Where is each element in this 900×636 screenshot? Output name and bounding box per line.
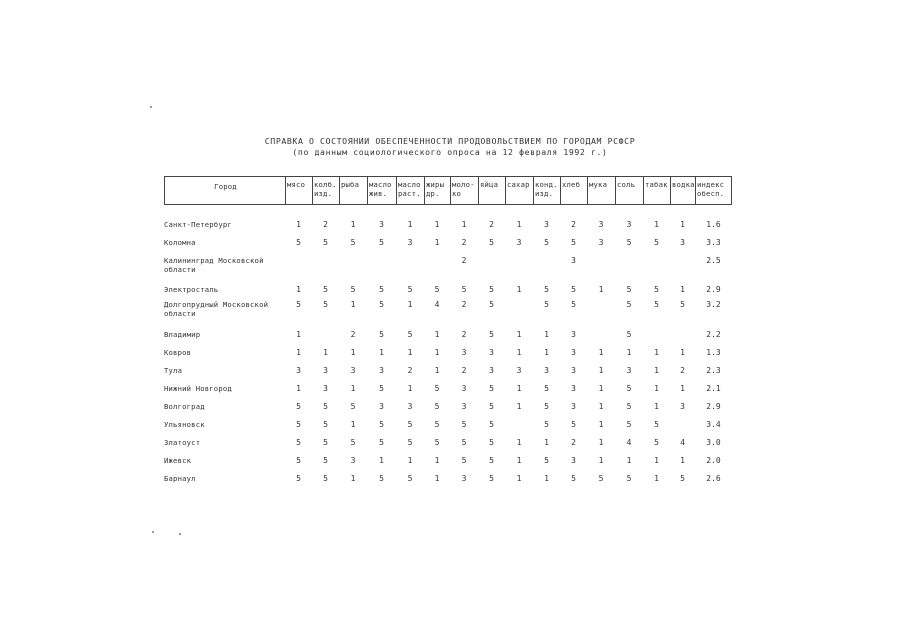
- index-value: 1.6: [706, 220, 721, 229]
- cell-value: 1: [516, 384, 522, 393]
- cell-value: 1: [680, 220, 685, 229]
- document-title: СПРАВКА О СОСТОЯНИИ ОБЕСПЕЧЕННОСТИ ПРОДОВОЛЬСТВИЕМ ПО ГОРОДАМ РСФСР: [264, 136, 636, 146]
- index-value: 2.5: [706, 256, 721, 265]
- row-city: Долгопрудный Московской области: [164, 300, 269, 318]
- cell-value: 3: [323, 366, 328, 375]
- table-row: [0, 366, 900, 382]
- cell-value: 1: [516, 220, 522, 229]
- row-city: Нижний Новгород: [164, 384, 232, 393]
- cell-value: 1: [350, 384, 356, 393]
- cell-value: 1: [680, 384, 685, 393]
- column-divider: [505, 177, 506, 204]
- cell-value: 3: [461, 474, 467, 483]
- table-row: [0, 384, 900, 400]
- cell-value: 1: [544, 330, 549, 339]
- cell-value: 5: [434, 384, 440, 393]
- cell-value: 3: [407, 402, 413, 411]
- cell-value: 5: [489, 300, 494, 309]
- cell-value: 1: [379, 456, 384, 465]
- cell-value: 1: [323, 348, 328, 357]
- column-header: колб. изд.: [314, 180, 337, 198]
- column-header: хлеб: [562, 180, 581, 189]
- row-city: Калининград Московской области: [164, 256, 264, 274]
- table-row: [0, 402, 900, 418]
- cell-value: 5: [489, 420, 494, 429]
- cell-value: 5: [489, 238, 494, 247]
- column-divider: [450, 177, 451, 204]
- cell-value: 2: [461, 256, 467, 265]
- cell-value: 1: [544, 438, 549, 447]
- cell-value: 3: [489, 366, 494, 375]
- cell-value: 5: [407, 285, 413, 294]
- row-city: Ижевск: [164, 456, 192, 465]
- cell-value: 1: [598, 456, 604, 465]
- index-value: 3.2: [706, 300, 721, 309]
- cell-value: 5: [296, 456, 301, 465]
- cell-value: 1: [654, 366, 659, 375]
- cell-value: 1: [350, 220, 356, 229]
- cell-value: 3: [407, 238, 413, 247]
- cell-value: 2: [489, 220, 494, 229]
- cell-value: 2: [461, 238, 467, 247]
- cell-value: 1: [296, 285, 301, 294]
- cell-value: 1: [350, 474, 356, 483]
- cell-value: 5: [379, 438, 384, 447]
- column-divider: [533, 177, 534, 204]
- row-city: Барнаул: [164, 474, 196, 483]
- cell-value: 1: [654, 384, 659, 393]
- cell-value: 3: [571, 330, 576, 339]
- cell-value: 5: [379, 420, 384, 429]
- cell-value: 3: [544, 366, 549, 375]
- cell-value: 5: [434, 285, 440, 294]
- table-row: [0, 220, 900, 236]
- cell-value: 5: [489, 384, 494, 393]
- cell-value: 5: [407, 420, 413, 429]
- cell-value: 5: [680, 300, 685, 309]
- column-header: мясо: [287, 180, 306, 189]
- cell-value: 3: [571, 366, 576, 375]
- cell-value: 4: [680, 438, 685, 447]
- cell-value: 5: [626, 402, 632, 411]
- cell-value: 1: [434, 238, 440, 247]
- cell-value: 1: [598, 384, 604, 393]
- cell-value: 3: [544, 220, 549, 229]
- column-divider: [367, 177, 368, 204]
- cell-value: 5: [296, 438, 301, 447]
- cell-value: 2: [323, 220, 328, 229]
- cell-value: 3: [350, 366, 356, 375]
- cell-value: 5: [489, 402, 494, 411]
- cell-value: 1: [654, 402, 659, 411]
- cell-value: 1: [434, 330, 440, 339]
- cell-value: 3: [516, 366, 522, 375]
- cell-value: 3: [626, 220, 632, 229]
- cell-value: 5: [461, 285, 467, 294]
- cell-value: 5: [544, 238, 549, 247]
- cell-value: 5: [571, 238, 576, 247]
- column-header: жиры др.: [426, 180, 445, 198]
- cell-value: 3: [626, 366, 632, 375]
- cell-value: 5: [323, 474, 328, 483]
- cell-value: 5: [323, 438, 328, 447]
- cell-value: 1: [598, 366, 604, 375]
- cell-value: 1: [296, 348, 301, 357]
- cell-value: 5: [323, 402, 328, 411]
- cell-value: 1: [598, 348, 604, 357]
- cell-value: 4: [434, 300, 440, 309]
- column-header: соль: [617, 180, 636, 189]
- cell-value: 5: [323, 420, 328, 429]
- index-value: 2.2: [706, 330, 721, 339]
- cell-value: 1: [379, 348, 384, 357]
- column-header: мука: [589, 180, 608, 189]
- index-value: 2.1: [706, 384, 721, 393]
- index-value: 2.3: [706, 366, 721, 375]
- index-value: 3.3: [706, 238, 721, 247]
- row-city: Санкт-Петербург: [164, 220, 232, 229]
- cell-value: 3: [461, 384, 467, 393]
- cell-value: 5: [323, 285, 328, 294]
- cell-value: 5: [461, 420, 467, 429]
- cell-value: 5: [323, 456, 328, 465]
- cell-value: 3: [461, 348, 467, 357]
- table-row: [0, 256, 900, 272]
- column-header: водка: [672, 180, 695, 189]
- cell-value: 1: [598, 285, 604, 294]
- cell-value: 5: [350, 402, 356, 411]
- cell-value: 5: [323, 238, 328, 247]
- cell-value: 5: [379, 300, 384, 309]
- cell-value: 5: [626, 285, 632, 294]
- cell-value: 5: [626, 330, 632, 339]
- cell-value: 5: [379, 285, 384, 294]
- column-header: сахар: [507, 180, 530, 189]
- table-row: [0, 474, 900, 490]
- cell-value: 2: [407, 366, 413, 375]
- column-header: табак: [645, 180, 668, 189]
- cell-value: 1: [434, 366, 440, 375]
- column-header: масло раст.: [398, 180, 421, 198]
- cell-value: 5: [296, 402, 301, 411]
- column-header: рыба: [341, 180, 360, 189]
- cell-value: 5: [379, 330, 384, 339]
- cell-value: 1: [654, 474, 659, 483]
- index-value: 3.0: [706, 438, 721, 447]
- cell-value: 1: [407, 456, 413, 465]
- cell-value: 1: [434, 474, 440, 483]
- cell-value: 5: [654, 420, 659, 429]
- cell-value: 1: [680, 285, 685, 294]
- column-divider: [478, 177, 479, 204]
- cell-value: 3: [461, 402, 467, 411]
- cell-value: 1: [434, 456, 440, 465]
- cell-value: 1: [680, 348, 685, 357]
- table-row: [0, 285, 900, 301]
- row-city: Коломна: [164, 238, 196, 247]
- table-row: [0, 300, 900, 316]
- cell-value: 1: [407, 384, 413, 393]
- cell-value: 5: [626, 474, 632, 483]
- cell-value: 5: [323, 300, 328, 309]
- cell-value: 5: [654, 238, 659, 247]
- cell-value: 5: [626, 420, 632, 429]
- cell-value: 1: [654, 348, 659, 357]
- cell-value: 2: [461, 366, 467, 375]
- cell-value: 5: [489, 330, 494, 339]
- cell-value: 3: [571, 256, 576, 265]
- cell-value: 5: [544, 300, 549, 309]
- cell-value: 5: [626, 300, 632, 309]
- cell-value: 5: [379, 238, 384, 247]
- cell-value: 5: [571, 300, 576, 309]
- column-divider: [670, 177, 671, 204]
- cell-value: 5: [461, 438, 467, 447]
- cell-value: 3: [598, 220, 604, 229]
- cell-value: 3: [598, 238, 604, 247]
- cell-value: 5: [489, 456, 494, 465]
- row-city: Владимир: [164, 330, 201, 339]
- cell-value: 1: [544, 474, 549, 483]
- cell-value: 5: [296, 474, 301, 483]
- cell-value: 5: [626, 238, 632, 247]
- cell-value: 5: [489, 285, 494, 294]
- cell-value: 1: [516, 285, 522, 294]
- cell-value: 1: [626, 348, 632, 357]
- cell-value: 1: [296, 384, 301, 393]
- cell-value: 1: [516, 474, 522, 483]
- column-header: конд. изд.: [535, 180, 558, 198]
- cell-value: 1: [516, 456, 522, 465]
- cell-value: 5: [296, 238, 301, 247]
- cell-value: 5: [544, 402, 549, 411]
- cell-value: 5: [296, 420, 301, 429]
- cell-value: 3: [323, 384, 328, 393]
- cell-value: 5: [598, 474, 604, 483]
- table-row: [0, 456, 900, 472]
- cell-value: 5: [461, 456, 467, 465]
- cell-value: 1: [598, 438, 604, 447]
- cell-value: 5: [571, 474, 576, 483]
- cell-value: 5: [654, 438, 659, 447]
- cell-value: 5: [407, 330, 413, 339]
- cell-value: 3: [379, 366, 384, 375]
- cell-value: 5: [489, 438, 494, 447]
- cell-value: 3: [516, 238, 522, 247]
- index-value: 2.9: [706, 285, 721, 294]
- cell-value: 5: [544, 420, 549, 429]
- header-city: Город: [214, 182, 237, 191]
- cell-value: 5: [350, 238, 356, 247]
- cell-value: 1: [598, 420, 604, 429]
- column-header: яйца: [480, 180, 499, 189]
- cell-value: 1: [516, 330, 522, 339]
- cell-value: 1: [544, 348, 549, 357]
- cell-value: 5: [407, 474, 413, 483]
- column-header: масло жив.: [369, 180, 392, 198]
- column-divider: [695, 177, 696, 204]
- index-value: 2.0: [706, 456, 721, 465]
- column-divider: [587, 177, 588, 204]
- cell-value: 5: [654, 285, 659, 294]
- cell-value: 5: [544, 456, 549, 465]
- cell-value: 3: [489, 348, 494, 357]
- cell-value: 5: [544, 285, 549, 294]
- table-row: [0, 330, 900, 346]
- row-city: Ульяновск: [164, 420, 205, 429]
- row-city: Волгоград: [164, 402, 205, 411]
- cell-value: 1: [654, 456, 659, 465]
- cell-value: 3: [571, 384, 576, 393]
- cell-value: 3: [571, 348, 576, 357]
- cell-value: 1: [407, 348, 413, 357]
- scan-speck: [150, 106, 152, 108]
- cell-value: 2: [350, 330, 356, 339]
- cell-value: 1: [296, 330, 301, 339]
- cell-value: 4: [626, 438, 632, 447]
- cell-value: 5: [379, 384, 384, 393]
- cell-value: 1: [516, 348, 522, 357]
- cell-value: 3: [350, 456, 356, 465]
- column-divider: [560, 177, 561, 204]
- cell-value: 1: [626, 456, 632, 465]
- table-row: [0, 438, 900, 454]
- cell-value: 1: [434, 220, 440, 229]
- table-header: [164, 176, 732, 205]
- column-header: моло- ко: [452, 180, 475, 198]
- column-divider: [424, 177, 425, 204]
- cell-value: 5: [626, 384, 632, 393]
- cell-value: 3: [571, 456, 576, 465]
- cell-value: 2: [461, 330, 467, 339]
- table-row: [0, 238, 900, 254]
- row-city: Ковров: [164, 348, 192, 357]
- cell-value: 1: [350, 300, 356, 309]
- cell-value: 1: [516, 402, 522, 411]
- cell-value: 5: [654, 300, 659, 309]
- column-divider: [339, 177, 340, 204]
- cell-value: 1: [516, 438, 522, 447]
- cell-value: 5: [296, 300, 301, 309]
- index-value: 2.6: [706, 474, 721, 483]
- cell-value: 2: [571, 438, 576, 447]
- cell-value: 1: [407, 220, 413, 229]
- column-header: индекс обесп.: [697, 180, 725, 198]
- cell-value: 5: [571, 285, 576, 294]
- cell-value: 3: [680, 402, 685, 411]
- cell-value: 5: [379, 474, 384, 483]
- cell-value: 3: [379, 220, 384, 229]
- cell-value: 3: [571, 402, 576, 411]
- cell-value: 1: [680, 456, 685, 465]
- cell-value: 5: [407, 438, 413, 447]
- cell-value: 3: [379, 402, 384, 411]
- index-value: 3.4: [706, 420, 721, 429]
- cell-value: 1: [461, 220, 467, 229]
- cell-value: 1: [434, 348, 440, 357]
- column-divider: [312, 177, 313, 204]
- cell-value: 5: [434, 438, 440, 447]
- cell-value: 5: [434, 420, 440, 429]
- cell-value: 1: [407, 300, 413, 309]
- index-value: 1.3: [706, 348, 721, 357]
- index-value: 2.9: [706, 402, 721, 411]
- table-row: [0, 420, 900, 436]
- column-divider: [643, 177, 644, 204]
- row-city: Электросталь: [164, 285, 219, 294]
- column-divider: [285, 177, 286, 204]
- scan-speck: [152, 531, 154, 533]
- cell-value: 1: [350, 420, 356, 429]
- cell-value: 1: [654, 220, 659, 229]
- column-divider: [615, 177, 616, 204]
- cell-value: 2: [571, 220, 576, 229]
- cell-value: 5: [571, 420, 576, 429]
- cell-value: 5: [489, 474, 494, 483]
- scan-speck: [179, 533, 181, 535]
- cell-value: 2: [680, 366, 685, 375]
- column-divider: [396, 177, 397, 204]
- table-row: [0, 348, 900, 364]
- row-city: Златоуст: [164, 438, 201, 447]
- cell-value: 5: [680, 474, 685, 483]
- cell-value: 1: [598, 402, 604, 411]
- cell-value: 1: [296, 220, 301, 229]
- cell-value: 5: [350, 438, 356, 447]
- document-subtitle: (по данным социологического опроса на 12 февраля 1992 г.): [292, 147, 608, 157]
- cell-value: 5: [350, 285, 356, 294]
- cell-value: 1: [350, 348, 356, 357]
- cell-value: 2: [461, 300, 467, 309]
- cell-value: 5: [544, 384, 549, 393]
- cell-value: 3: [296, 366, 301, 375]
- cell-value: 3: [680, 238, 685, 247]
- cell-value: 5: [434, 402, 440, 411]
- row-city: Тула: [164, 366, 183, 375]
